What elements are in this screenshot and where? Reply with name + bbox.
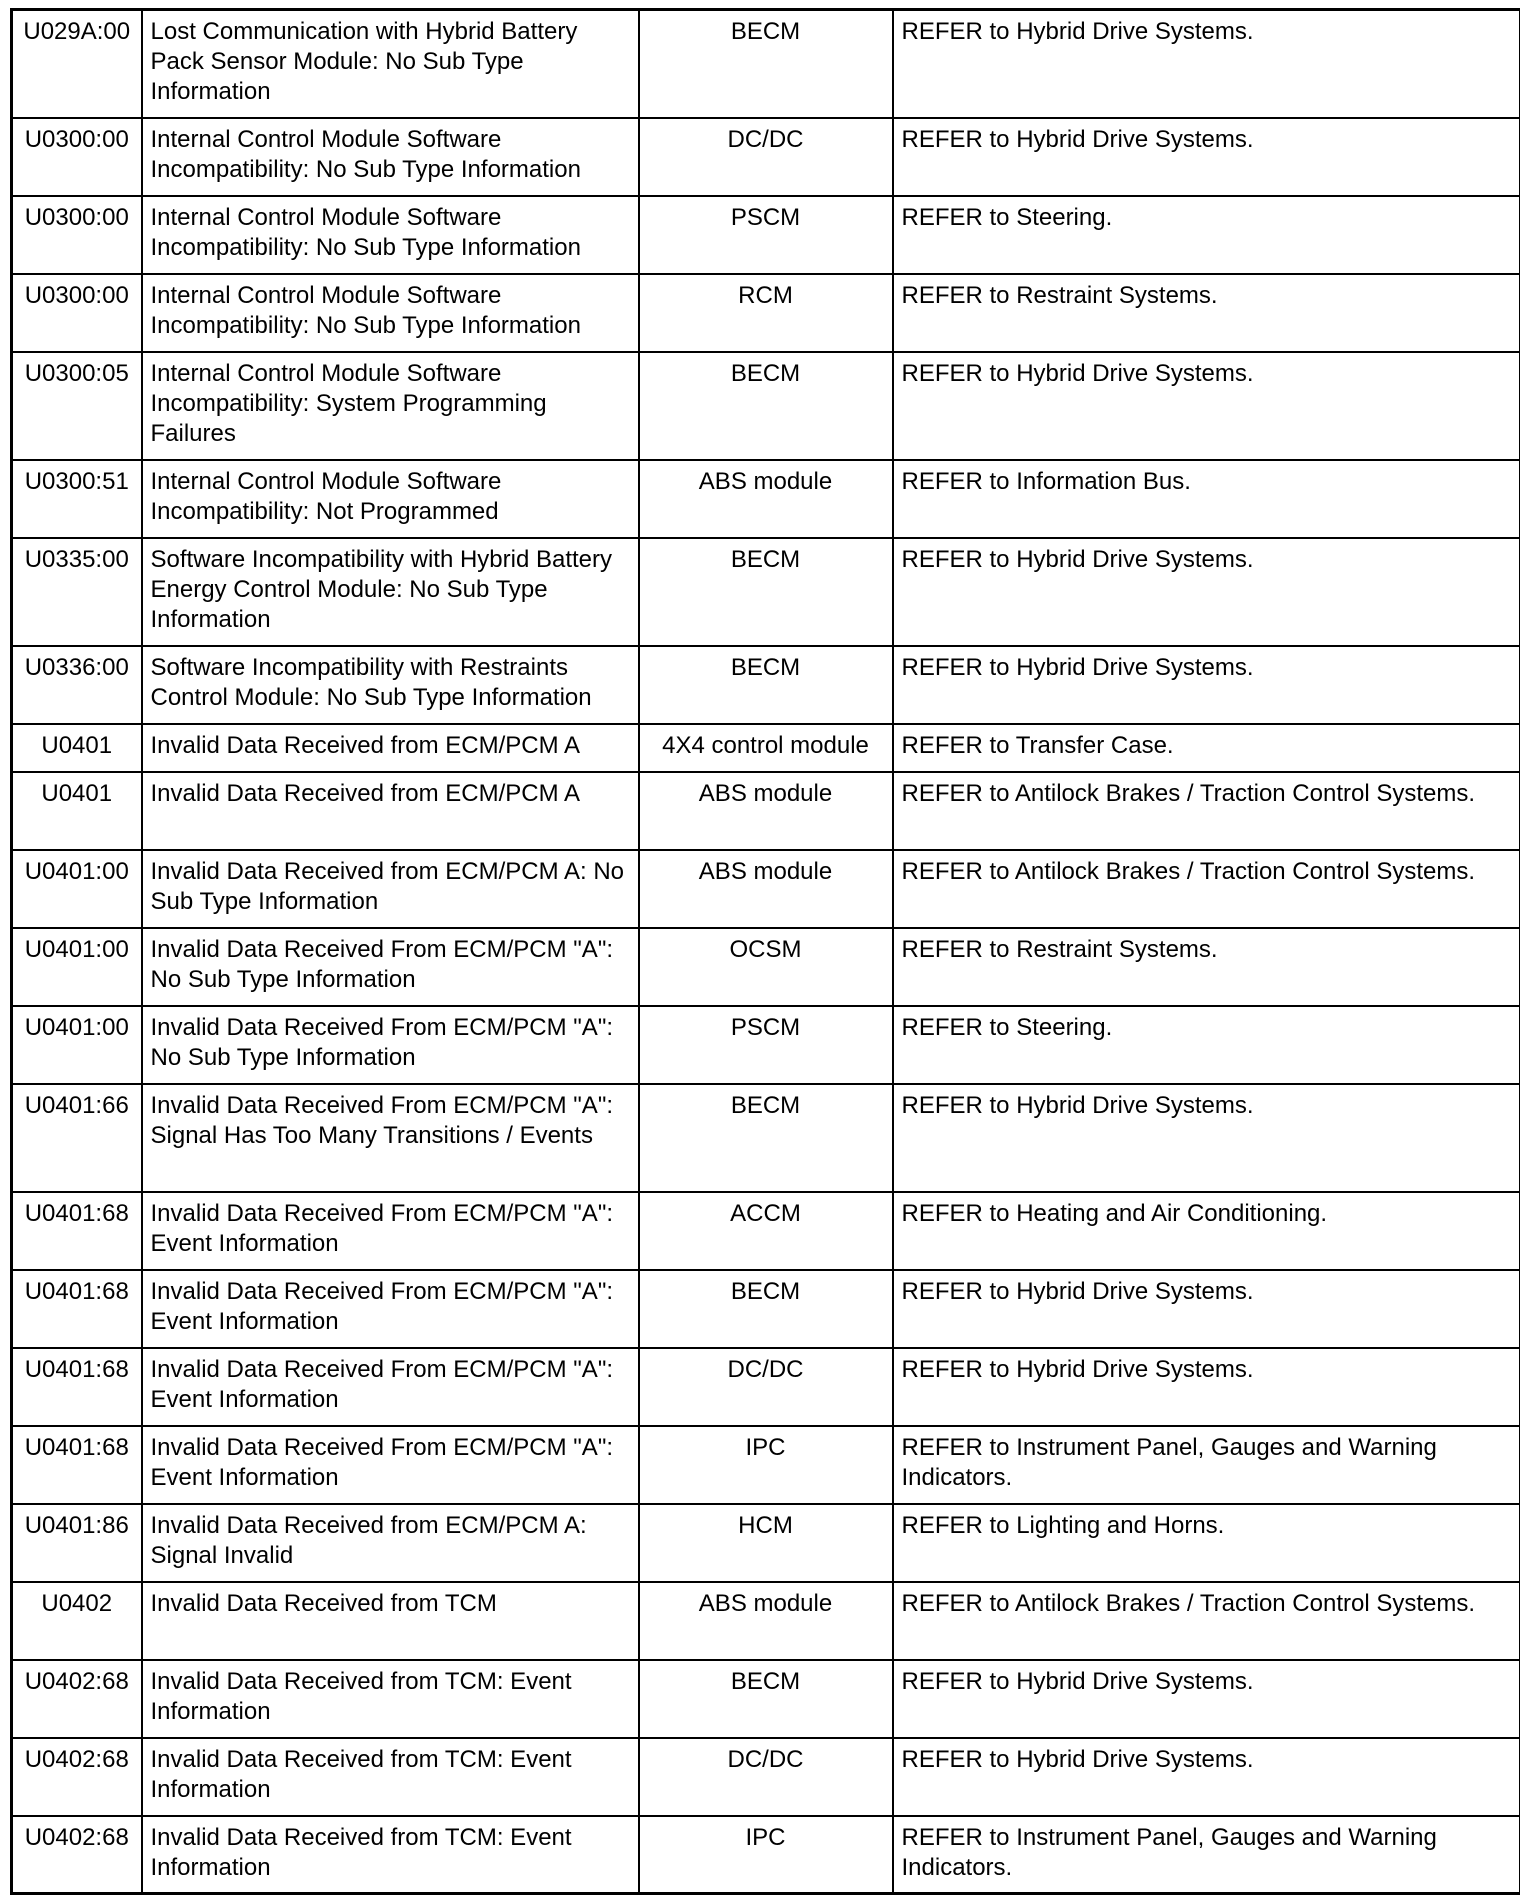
table-row [12,1270,1520,1348]
dtc-description: Invalid Data Received from TCM: Event Information [142,1738,639,1816]
table-row [12,10,1520,118]
dtc-description: Lost Communication with Hybrid Battery Pack Sensor Module: No Sub Type Information [142,10,639,118]
dtc-code: U0401:68 [12,1426,142,1504]
module-name: BECM [639,646,893,724]
module-name: ABS module [639,1582,893,1660]
action-text: REFER to Hybrid Drive Systems. [893,352,1520,460]
table-row [12,646,1520,724]
dtc-code: U0300:00 [12,274,142,352]
dtc-description: Invalid Data Received From ECM/PCM "A": No Sub Type Information [142,928,639,1006]
module-name: ABS module [639,772,893,850]
action-text: REFER to Steering. [893,1006,1520,1084]
table-row [12,1816,1520,1894]
table-row [12,274,1520,352]
action-text: REFER to Hybrid Drive Systems. [893,1348,1520,1426]
table-row [12,850,1520,928]
dtc-description: Internal Control Module Software Incompatibility: System Programming Failures [142,352,639,460]
module-name: BECM [639,1660,893,1738]
table-row [12,1192,1520,1270]
dtc-table [10,8,1520,1895]
action-text: REFER to Transfer Case. [893,724,1520,772]
dtc-description: Invalid Data Received from ECM/PCM A: Signal Invalid [142,1504,639,1582]
action-text: REFER to Hybrid Drive Systems. [893,1660,1520,1738]
dtc-code: U0401:00 [12,928,142,1006]
dtc-code: U0401 [12,724,142,772]
table-row [12,118,1520,196]
dtc-code: U0300:51 [12,460,142,538]
dtc-code: U0401:66 [12,1084,142,1192]
module-name: PSCM [639,1006,893,1084]
dtc-description: Invalid Data Received From ECM/PCM "A": Event Information [142,1270,639,1348]
dtc-description: Invalid Data Received From ECM/PCM "A": Event Information [142,1348,639,1426]
module-name: BECM [639,10,893,118]
dtc-description: Internal Control Module Software Incompatibility: No Sub Type Information [142,196,639,274]
dtc-code: U0300:05 [12,352,142,460]
dtc-code: U0401:68 [12,1192,142,1270]
table-row [12,1738,1520,1816]
table-row [12,1348,1520,1426]
action-text: REFER to Hybrid Drive Systems. [893,10,1520,118]
document-page [10,8,1520,1895]
action-text: REFER to Antilock Brakes / Traction Control Systems. [893,772,1520,850]
module-name: DC/DC [639,1348,893,1426]
module-name: BECM [639,1084,893,1192]
dtc-description: Invalid Data Received From ECM/PCM "A": No Sub Type Information [142,1006,639,1084]
dtc-code: U029A:00 [12,10,142,118]
dtc-code: U0401:00 [12,1006,142,1084]
action-text: REFER to Antilock Brakes / Traction Control Systems. [893,1582,1520,1660]
module-name: OCSM [639,928,893,1006]
dtc-description: Invalid Data Received from TCM: Event Information [142,1660,639,1738]
table-row [12,772,1520,850]
table-row [12,1660,1520,1738]
dtc-description: Invalid Data Received From ECM/PCM "A": Signal Has Too Many Transitions / Events [142,1084,639,1192]
module-name: 4X4 control module [639,724,893,772]
dtc-description: Internal Control Module Software Incompatibility: No Sub Type Information [142,118,639,196]
action-text: REFER to Lighting and Horns. [893,1504,1520,1582]
module-name: ABS module [639,850,893,928]
dtc-description: Invalid Data Received From ECM/PCM "A": Event Information [142,1426,639,1504]
module-name: ACCM [639,1192,893,1270]
action-text: REFER to Hybrid Drive Systems. [893,1084,1520,1192]
dtc-description: Invalid Data Received from TCM: Event Information [142,1816,639,1894]
module-name: BECM [639,538,893,646]
action-text: REFER to Heating and Air Conditioning. [893,1192,1520,1270]
table-row [12,1006,1520,1084]
module-name: PSCM [639,196,893,274]
dtc-code: U0402:68 [12,1738,142,1816]
dtc-code: U0402:68 [12,1816,142,1894]
action-text: REFER to Hybrid Drive Systems. [893,538,1520,646]
action-text: REFER to Hybrid Drive Systems. [893,1270,1520,1348]
dtc-description: Invalid Data Received From ECM/PCM "A": Event Information [142,1192,639,1270]
dtc-code: U0300:00 [12,118,142,196]
dtc-code: U0401 [12,772,142,850]
table-row [12,460,1520,538]
module-name: BECM [639,352,893,460]
dtc-code: U0335:00 [12,538,142,646]
dtc-code: U0402 [12,1582,142,1660]
action-text: REFER to Restraint Systems. [893,928,1520,1006]
table-row [12,1426,1520,1504]
table-row [12,1582,1520,1660]
action-text: REFER to Hybrid Drive Systems. [893,118,1520,196]
module-name: HCM [639,1504,893,1582]
dtc-description: Software Incompatibility with Hybrid Battery Energy Control Module: No Sub Type Information [142,538,639,646]
dtc-description: Invalid Data Received from ECM/PCM A: No Sub Type Information [142,850,639,928]
table-row [12,724,1520,772]
action-text: REFER to Hybrid Drive Systems. [893,1738,1520,1816]
dtc-description: Internal Control Module Software Incompatibility: Not Programmed [142,460,639,538]
dtc-description: Invalid Data Received from ECM/PCM A [142,724,639,772]
action-text: REFER to Restraint Systems. [893,274,1520,352]
action-text: REFER to Steering. [893,196,1520,274]
dtc-description: Software Incompatibility with Restraints Control Module: No Sub Type Information [142,646,639,724]
dtc-code: U0402:68 [12,1660,142,1738]
dtc-code: U0336:00 [12,646,142,724]
table-row [12,538,1520,646]
table-row [12,352,1520,460]
module-name: BECM [639,1270,893,1348]
action-text: REFER to Instrument Panel, Gauges and Warning Indicators. [893,1426,1520,1504]
module-name: RCM [639,274,893,352]
dtc-code: U0401:00 [12,850,142,928]
module-name: IPC [639,1816,893,1894]
module-name: ABS module [639,460,893,538]
table-row [12,1084,1520,1192]
dtc-description: Internal Control Module Software Incompatibility: No Sub Type Information [142,274,639,352]
action-text: REFER to Antilock Brakes / Traction Control Systems. [893,850,1520,928]
table-row [12,928,1520,1006]
dtc-description: Invalid Data Received from ECM/PCM A [142,772,639,850]
dtc-code: U0300:00 [12,196,142,274]
module-name: DC/DC [639,1738,893,1816]
dtc-code: U0401:68 [12,1348,142,1426]
dtc-code: U0401:86 [12,1504,142,1582]
action-text: REFER to Instrument Panel, Gauges and Warning Indicators. [893,1816,1520,1894]
action-text: REFER to Information Bus. [893,460,1520,538]
table-row [12,1504,1520,1582]
dtc-description: Invalid Data Received from TCM [142,1582,639,1660]
module-name: DC/DC [639,118,893,196]
module-name: IPC [639,1426,893,1504]
action-text: REFER to Hybrid Drive Systems. [893,646,1520,724]
table-row [12,196,1520,274]
dtc-code: U0401:68 [12,1270,142,1348]
